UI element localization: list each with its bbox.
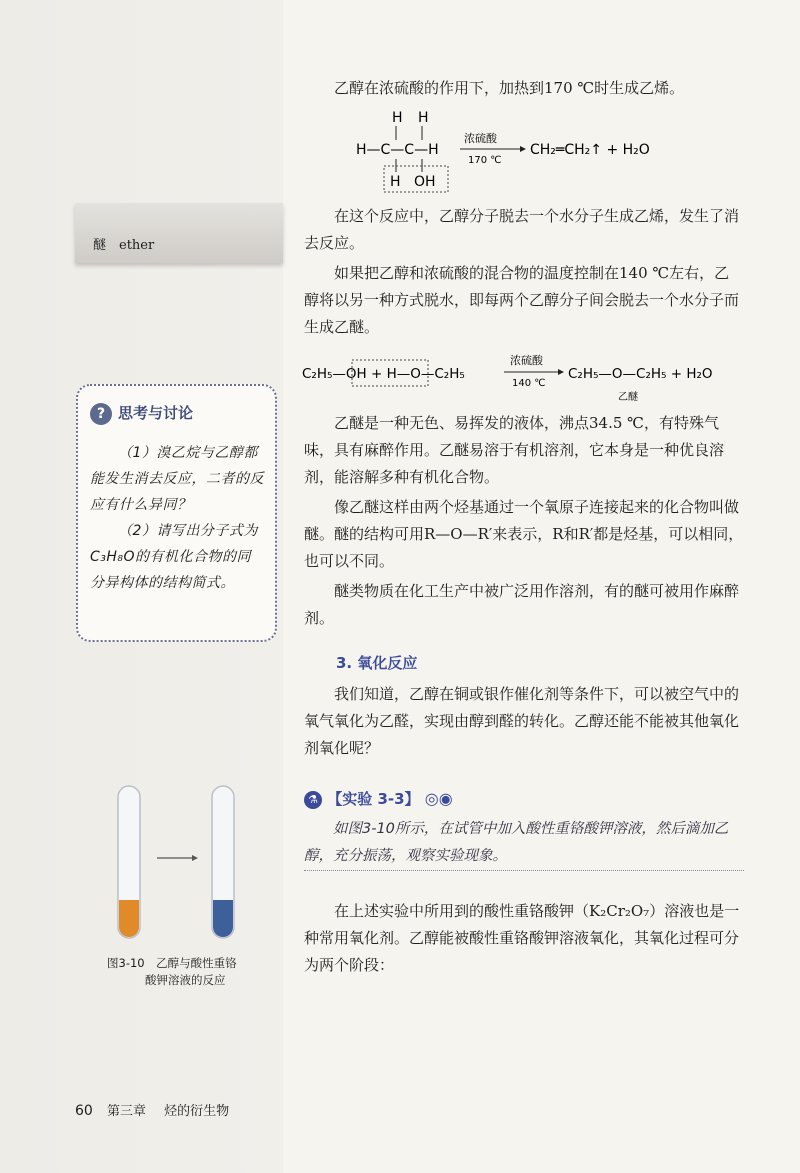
svg-text:乙醚: 乙醚 — [618, 392, 638, 403]
paragraph-3: 如果把乙醇和浓硫酸的混合物的温度控制在140 ℃左右，乙醇将以另一种方式脱水，即每两个乙醇分子间会脱去一个水分子而生成乙醚。 — [304, 264, 740, 336]
discussion-title: 思考与讨论 — [118, 404, 194, 422]
chapter-label: 第三章 — [106, 1104, 146, 1119]
svg-text:OH: OH — [414, 174, 436, 190]
svg-text:H: H — [418, 110, 429, 126]
discussion-header — [90, 402, 193, 425]
paragraph-7: 我们知道，乙醇在铜或银作催化剂等条件下，可以被空气中的氧气氧化为乙醛，实现由醇到醛的转化。乙醇还能不能被其他氧化剂氧化呢？ — [304, 685, 740, 757]
flask-icon: ⚗ — [304, 791, 322, 809]
sidebar — [0, 0, 283, 1173]
chapter-title: 烃的衍生物 — [164, 1104, 230, 1119]
paragraph-4: 乙醚是一种无色、易挥发的液体，沸点34.5 ℃，有特殊气味，具有麻醉作用。乙醚易溶于有机溶剂，它本身是一种优良溶剂，能溶解多种有机化合物。 — [304, 414, 725, 486]
test-tubes-figure — [112, 782, 262, 947]
svg-text:CH₂═CH₂↑ + H₂O: CH₂═CH₂↑ + H₂O — [530, 142, 650, 158]
glossary-box — [75, 203, 283, 263]
equation-ethylene — [352, 106, 682, 202]
paragraph-8: 在上述实验中所用到的酸性重铬酸钾（K₂Cr₂O₇）溶液也是一种常用氧化剂。乙醇能被酸性重铬酸钾溶液氧化，其氧化过程可分为两个阶段： — [304, 902, 740, 974]
blue-solution — [213, 900, 233, 937]
svg-text:H: H — [390, 174, 401, 190]
svg-text:C₂H₅—OH + H—O—C₂H₅: C₂H₅—OH + H—O—C₂H₅ — [302, 366, 465, 382]
svg-text:浓硫酸: 浓硫酸 — [464, 132, 497, 145]
discussion-box — [76, 384, 277, 642]
equation-ether — [300, 352, 745, 411]
paragraph-1: 乙醇在浓硫酸的作用下，加热到170 ℃时生成乙烯。 — [334, 79, 685, 97]
safety-icons: ◎◉ — [424, 789, 453, 808]
svg-text:C₂H₅—O—C₂H₅ + H₂O: C₂H₅—O—C₂H₅ + H₂O — [568, 366, 713, 382]
discussion-q1: （1）溴乙烷与乙醇都能发生消去反应，二者的反应有什么异同？ — [90, 445, 264, 513]
experiment-header — [304, 788, 453, 809]
paragraph-2: 在这个反应中，乙醇分子脱去一个水分子生成乙烯，发生了消去反应。 — [304, 207, 740, 252]
page-number: 60 — [75, 1103, 93, 1119]
svg-text:140 ℃: 140 ℃ — [512, 378, 546, 389]
paragraph-5: 像乙醚这样由两个烃基通过一个氧原子连接起来的化合物叫做醚。醚的结构可用R—O—R′来表示，R和R′都是烃基，可以相同，也可以不同。 — [304, 498, 744, 570]
page-footer — [75, 1100, 229, 1119]
glossary-term: 醚 ether — [93, 238, 155, 253]
discussion-body — [90, 440, 264, 596]
svg-text:H—C—C—H: H—C—C—H — [356, 142, 439, 158]
discussion-q2: （2）请写出分子式为C₃H₈O的有机化合物的同分异构体的结构简式。 — [90, 523, 258, 591]
figure-caption: 图3-10 乙醇与酸性重铬 酸钾溶液的反应 — [107, 956, 237, 987]
experiment-body: 如图3-10所示，在试管中加入酸性重铬酸钾溶液，然后滴加乙醇，充分振荡，观察实验现象。 — [304, 816, 744, 871]
svg-text:H: H — [392, 110, 403, 126]
paragraph-6: 醚类物质在化工生产中被广泛用作溶剂，有的醚可被用作麻醉剂。 — [304, 582, 740, 627]
question-icon: ? — [90, 403, 112, 425]
section-title: 3. 氧化反应 — [336, 654, 418, 672]
svg-text:浓硫酸: 浓硫酸 — [510, 354, 543, 367]
svg-text:170 ℃: 170 ℃ — [468, 155, 502, 166]
orange-solution — [119, 900, 139, 937]
experiment-title: 【实验 3-3】 — [327, 790, 420, 808]
